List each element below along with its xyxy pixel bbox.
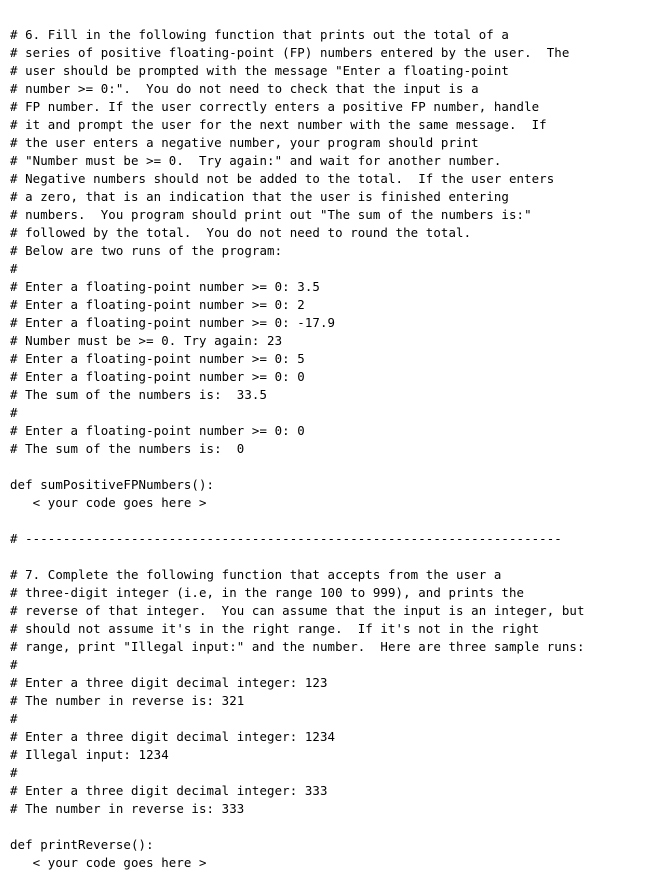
document-line xyxy=(10,548,660,566)
document-line: # 7. Complete the following function that accepts from the user a xyxy=(10,567,502,582)
document-line: # 6. Fill in the following function that prints out the total of a xyxy=(10,27,509,42)
document-line: # should not assume it's in the right range. If it's not in the right xyxy=(10,621,540,636)
document-line: # Enter a floating-point number >= 0: 0 xyxy=(10,423,305,438)
document-line: # numbers. You program should print out "The sum of the numbers is:" xyxy=(10,207,532,222)
document-line: # xyxy=(10,405,18,420)
document-line: # Negative numbers should not be added to the total. If the user enters xyxy=(10,171,555,186)
document-line: # Enter a floating-point number >= 0: 2 xyxy=(10,297,305,312)
document-line: # FP number. If the user correctly enters a positive FP number, handle xyxy=(10,99,540,114)
document-line: # "Number must be >= 0. Try again:" and wait for another number. xyxy=(10,153,502,168)
document-line: # reverse of that integer. You can assume that the input is an integer, but xyxy=(10,603,585,618)
document-line: # The number in reverse is: 333 xyxy=(10,801,245,816)
document-line: # user should be prompted with the message "Enter a floating-point xyxy=(10,63,509,78)
document-line: def printReverse(): xyxy=(10,837,154,852)
document-line: # The sum of the numbers is: 33.5 xyxy=(10,387,268,402)
document-line: # Enter a floating-point number >= 0: 0 xyxy=(10,369,305,384)
document-line: # range, print "Illegal input:" and the number. Here are three sample runs: xyxy=(10,639,585,654)
document-line: # a zero, that is an indication that the user is finished entering xyxy=(10,189,509,204)
document-line xyxy=(10,512,660,530)
document-line: < your code goes here > xyxy=(10,855,207,870)
document-line: # series of positive floating-point (FP) numbers entered by the user. The xyxy=(10,45,570,60)
document-line: # Enter a three digit decimal integer: 333 xyxy=(10,783,328,798)
document-line: def sumPositiveFPNumbers(): xyxy=(10,477,215,492)
document-line: # The sum of the numbers is: 0 xyxy=(10,441,245,456)
document-line xyxy=(10,818,660,836)
code-document xyxy=(10,0,660,872)
document-line: # ----------------------------------------------------------------------- xyxy=(10,531,562,546)
document-line: # xyxy=(10,765,18,780)
document-line: # Enter a floating-point number >= 0: -17.9 xyxy=(10,315,336,330)
document-line: # Illegal input: 1234 xyxy=(10,747,169,762)
document-line: # xyxy=(10,657,18,672)
document-line: # Enter a floating-point number >= 0: 3.5 xyxy=(10,279,320,294)
document-line xyxy=(10,8,660,26)
document-line: # the user enters a negative number, your program should print xyxy=(10,135,479,150)
document-line: # number >= 0:". You do not need to check that the input is a xyxy=(10,81,479,96)
document-line: # Enter a three digit decimal integer: 123 xyxy=(10,675,328,690)
document-line: # followed by the total. You do not need to round the total. xyxy=(10,225,472,240)
document-line: # Enter a floating-point number >= 0: 5 xyxy=(10,351,305,366)
document-line: # three-digit integer (i.e, in the range 100 to 999), and prints the xyxy=(10,585,525,600)
document-line: # The number in reverse is: 321 xyxy=(10,693,245,708)
document-line: < your code goes here > xyxy=(10,495,207,510)
document-line xyxy=(10,458,660,476)
document-line: # Number must be >= 0. Try again: 23 xyxy=(10,333,283,348)
document-line: # Below are two runs of the program: xyxy=(10,243,283,258)
document-line: # Enter a three digit decimal integer: 1234 xyxy=(10,729,336,744)
document-line: # xyxy=(10,261,18,276)
document-line xyxy=(10,0,660,8)
document-line: # xyxy=(10,711,18,726)
document-line: # it and prompt the user for the next number with the same message. If xyxy=(10,117,547,132)
